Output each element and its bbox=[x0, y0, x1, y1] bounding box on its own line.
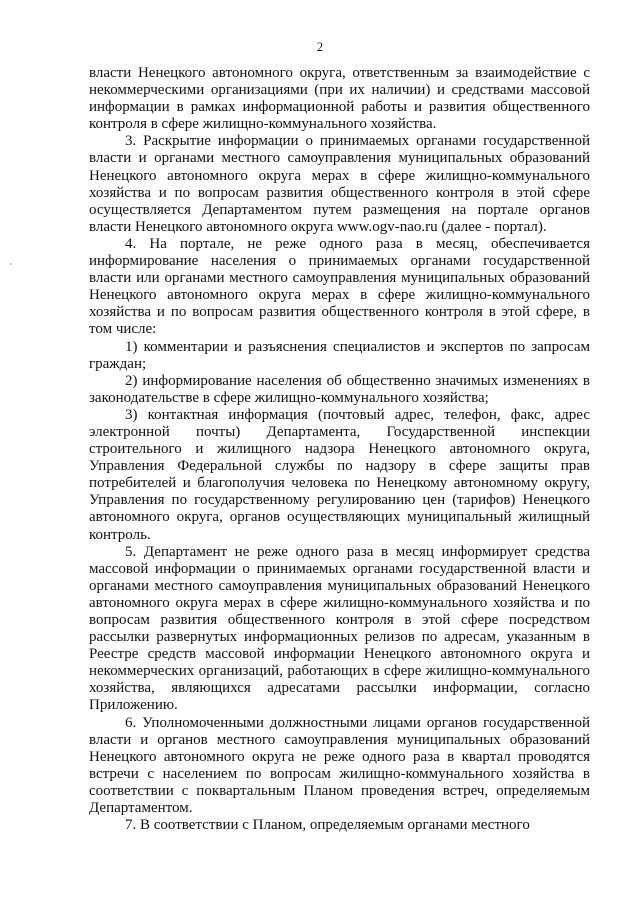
paragraph-7: 7. В соответствии с Планом, определяемым органами местного bbox=[125, 817, 530, 834]
paragraph-4: 4. На портале, не реже одного раза в месяц, обеспечивается информирование населения о принимаемых органами государственной власти или органами местного самоуправления муниципальных образований Ненецкого автономного округа мерах в сфере жилищно-коммунального хозяйства и по вопросам развития общественного контроля в этой сфере, в том числе: bbox=[89, 235, 590, 338]
list-item-2: 2) информирование населения об общественно значимых изменениях в законодательстве в сфере жилищно-коммунального хозяйства; bbox=[89, 372, 590, 406]
paragraph-continuation: власти Ненецкого автономного округа, ответственным за взаимодействие с некоммерческими организациями (при их наличии) и средствами массовой информации в рамках информационной работы и развития общественного контроля в сфере жилищно-коммунального хозяйства. bbox=[89, 65, 590, 133]
paragraph-5: 5. Департамент не реже одного раза в месяц информирует средства массовой информации о принимаемых органами государственной власти и органами местного самоуправления муниципальных образований Ненецкого автономного округа мерах в сфере жилищно-коммунального хозяйства и по вопросам развития общественного контроля в этой сфере посредством рассылки развернутых информационных релизов по адресам, указанным в Реестре средств массовой информации Ненецкого автономного округа и некоммерческих организаций, работающих в сфере жилищно-коммунального хозяйства, являющихся адресатами рассылки информации, согласно Приложению. bbox=[89, 543, 590, 714]
list-item-1: 1) комментарии и разъяснения специалистов и экспертов по запросам граждан; bbox=[89, 338, 590, 372]
document-body bbox=[89, 65, 590, 834]
paragraph-3: 3. Раскрытие информации о принимаемых органами государственной власти и органами местного самоуправления муниципальных образований Ненецкого автономного округа мерах в сфере жилищно-коммунального хозяйства и по вопросам развития общественного контроля в этой сфере осуществляется Департаментом путем размещения на портале органов власти Ненецкого автономного округа www.ogv-nao.ru (далее - портал). bbox=[89, 133, 590, 235]
list-item-3: 3) контактная информация (почтовый адрес, телефон, факс, адрес электронной почты) Департамента, Государственной инспекции строительного и жилищного надзора Ненецкого автономного округа, Управления Федеральной службы по надзору в сфере защиты прав потребителей и благополучия человека по Ненецкому автономному округу, Управления по государственному регулированию цен (тарифов) Ненецкого автономного округа, органов осуществляющих муниципальный жилищный контроль. bbox=[89, 406, 590, 543]
paragraph-6: 6. Уполномоченными должностными лицами органов государственной власти и органов местного самоуправления муниципальных образований Ненецкого автономного округа не реже одного раза в квартал проводятся встречи с населением по вопросам жилищно-коммунального хозяйства в соответствии с поквартальным Планом проведения встреч, определяемым Департаментом. bbox=[89, 714, 590, 817]
scan-artifact bbox=[10, 263, 12, 265]
page-number: 2 bbox=[316, 40, 324, 54]
